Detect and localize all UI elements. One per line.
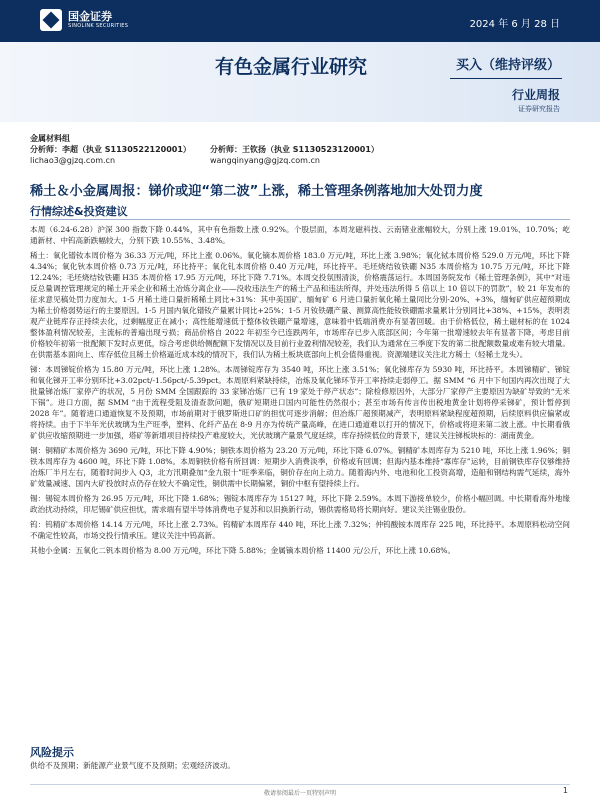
- report-date: 2024 年 6 月 28 日: [469, 19, 560, 30]
- paragraph-cobalt: 铜：铜精矿本周价格为 3690 元/吨，环比下降 4.90%；铜铁本周价格为 23.20 万元/吨，环比下降 6.07%。铜精矿本周库存为 5210 吨，环比上涨 1.96%；铜铁本周库存为 4600 吨，环比下降 1.08%。本周铜铁价格有所回调：短期步入消费淡季，价格或有回调；但海内基本维持“寡库存”运转，目前铜铁库存仅够维持冶炼厂半月左右，随着时间步入 Q3，北方汛期叠加“金九银十”旺季来临，铜价存在向上动力。随着海内外、电池和化工投资高增，造船和钢结构需气延续，海外矿效量减速、国内大矿投放时点仍存在较大不确定性，铜供需中长期偏紧，铜价中枢有望持续上行。: [30, 446, 570, 488]
- paragraph-tin: 锡：锡锭本周价格为 26.95 万元/吨，环比下降 1.68%；锡锭本周库存为 15127 吨，环比下降 2.59%。本周下游接单较少，价格小幅回调。中长期看海外地缘政治扰动持续，印尼锡矿供应担忧，需求端有望半导体消费电子复苏和以旧换新行动，锡供需格局将长期向好。建议关注锡业股份。: [30, 494, 570, 514]
- company-logo: [40, 9, 128, 31]
- report-type: 行业周报: [511, 88, 560, 102]
- logo-text-cn: 国金证券: [68, 9, 112, 23]
- paragraph-antimony: 锑：本周锑锭价格为 15.80 万元/吨，环比上涨 1.28%。本周锑锭库存为 3540 吨，环比上涨 3.51%；氧化锑库存为 5930 吨，环比持平。本周锑精矿、锑锭和氧化锑开工率分别环比+3.02pct/-1.56pct/-5.39pct。本周原料紧缺持续，冶炼及氧化锑环节开工率持续走弱停工。据 SMM “6 月中下旬国内再次出现了大批量锑冶炼厂家停产的状况，5 月份 SMM 全国跟踪的 33 家锑冶炼厂已有 19 家处于停产状态”；除检修原因外，大部分厂家停产主要原因为缺矿导致的“无米下锅”。进口方面，据 SMM “由于流程受阻及清查款问题，俄矿短期进口国内可能性仍然很小；甚至市场有传言传出税地黄金计划将停采锑矿，预计暂停到 2028 年”。随着进口通道恢复不及预期，市场前期对于俄罗斯进口矿的担忧可逐步消解；但冶炼厂超预期减产，表明原料紧缺程度超预期，后续原料供应偏紧或将持续。由于下半年光伏玻璃为生产旺季，塑料、化纤产品在 8-9 月亦为传统产量高峰，在进口通道难以打开的情况下，价格或将迎来第二波上涨。中长期看俄矿供应收缩预期进一步加强，塔矿等新增项目持续投产难度较大，光伏玻璃产量景气度延续，库存持续低位的背景下，建议关注锑板块标的：湖南黄金。: [30, 365, 570, 440]
- analyst-block: [30, 133, 570, 166]
- footer-disclaimer: 敬请参阅最后一页特别声明: [263, 790, 336, 797]
- rating-divider: [450, 78, 562, 79]
- report-body: [30, 224, 570, 560]
- analyst-1-name: 分析师：李超（执业 S1130522120001）: [30, 145, 191, 154]
- report-subtype: 证券研究报告: [518, 105, 560, 113]
- footer-divider: [30, 784, 570, 785]
- paragraph-rare-earth: 稀土：氧化镨钕本周价格为 36.33 万元/吨，环比上涨 0.06%。氧化镝本周价格 183.0 万元/吨，环比上涨 3.98%；氧化铽本周价格 529.0 万元/吨，环比下降 4.34%；氧化钬本周价格 0.73 万元/吨，环比持平；氧化钆本周价格 0.40 万元/吨，环比持平。毛坯烧结钕铁硼 N35 本周价格为 10.75 万元/吨，环比下降 12.24%；毛坯烧结钕铁硼 H35 本周价格 17.95 万元/吨，环比下降 7.71%。本周交投氛围清淡，价格震荡运行。本周国务院发布《稀土管理条例》，其中“对违反总量调控管理规定的稀土开采企业和稀土冶炼分离企业——没收违法生产的稀土产品和违法所得，并处违法所得 5 倍以上 10 倍以下的罚款”，较 21 年发布的征求意见稿处罚力度加大。1-5 月稀土进口量折稀稀土同比+31%：其中美国矿、缅甸矿 6 月进口量折氧化稀土量同比分别-20%、+3%，缅甸矿供应超预期成为稀土价格弱势运行的主要原因。1-5 月国内氧化镨钕产量累计同比+25%；1-5 月钕铁硼产量、测算高性能钕铁硼需求量累计分别同比+38%、+15%，表明表观产业链库存正持续去化，过剩幅度正在减小；高性能增速低于整体钕铁硼产量增速，意味着中低端消费亦有显著回暖。由于价格低位，稀土磁材标的在 1024 整体盈利情况较差，主流标的普遍出现亏损；商品价格自 2022 年初至今已连跌两年，市场库存已步入底部区间；今年第一批增速较去年有显著下降，考虑目前价格较年初第一批配额下发时点更低，综合考虑供给侧配额下发情况以及目前行业盈利情况较差，我们认为通常在三季度下发的第二批配额数量或难有较大增量。在供需基本面向上、库存低位且稀土价格逼近成本线的情况下，我们认为稀土板块底部向上机会值得重视。资源端建议关注北方稀土（轻稀土龙头）。: [30, 251, 570, 359]
- analyst-2-email[interactable]: wangqinyang@gjzq.com.cn: [210, 156, 320, 165]
- paragraph-market: 本周（6.24-6.28）沪深 300 指数下降 0.44%，其中有色指数上涨 0.92%。个股层面，本周龙磁科技、云南锗业涨幅较大，分别上涨 19.01%、10.70%；屹通新材、中钨高新跌幅较大，分别下跌 10.55%、3.48%。: [30, 225, 570, 245]
- analyst-group: 金属材料组: [30, 134, 70, 143]
- logo-text-en: SINOLINK SECURITIES: [68, 22, 129, 29]
- rating-badge: 买入（维持评级）: [455, 58, 560, 73]
- section-divider: [30, 219, 570, 220]
- paragraph-other-metals: 其他小金属：五氧化二钒本周价格为 8.00 万元/吨，环比下降 5.88%；金属镝本周价格 11400 元/公斤，环比上涨 10.68%。: [30, 546, 456, 555]
- risk-text: 供给不及预期；新能源产业景气度不及预期；宏观经济波动。: [30, 761, 236, 770]
- page-number: 1: [562, 786, 568, 795]
- risk-title: 风险提示: [30, 746, 74, 759]
- analyst-1-email[interactable]: lichao3@gjzq.com.cn: [30, 156, 116, 165]
- report-header: [0, 0, 600, 122]
- section-title: 行情综述&投资建议: [30, 205, 128, 218]
- logo-mark-icon: [40, 9, 62, 31]
- report-title: 有色金属行业研究: [215, 56, 368, 78]
- headline: 稀土＆小金属周报：锑价或迎“第二波”上涨，稀土管理条例落地加大处罚力度: [30, 184, 483, 199]
- analyst-2-name: 分析师：王钦扬（执业 S1130523120001）: [210, 145, 379, 154]
- paragraph-tungsten: 钨：钨精矿本周价格 14.14 万元/吨，环比上涨 2.73%。钨精矿本周库存 440 吨，环比上涨 7.32%；仲钨酸铵本周库存 225 吨，环比持平。本周原料松动空间不确定性较高，市场交投行情承压。建议关注中钨高新。: [30, 520, 570, 540]
